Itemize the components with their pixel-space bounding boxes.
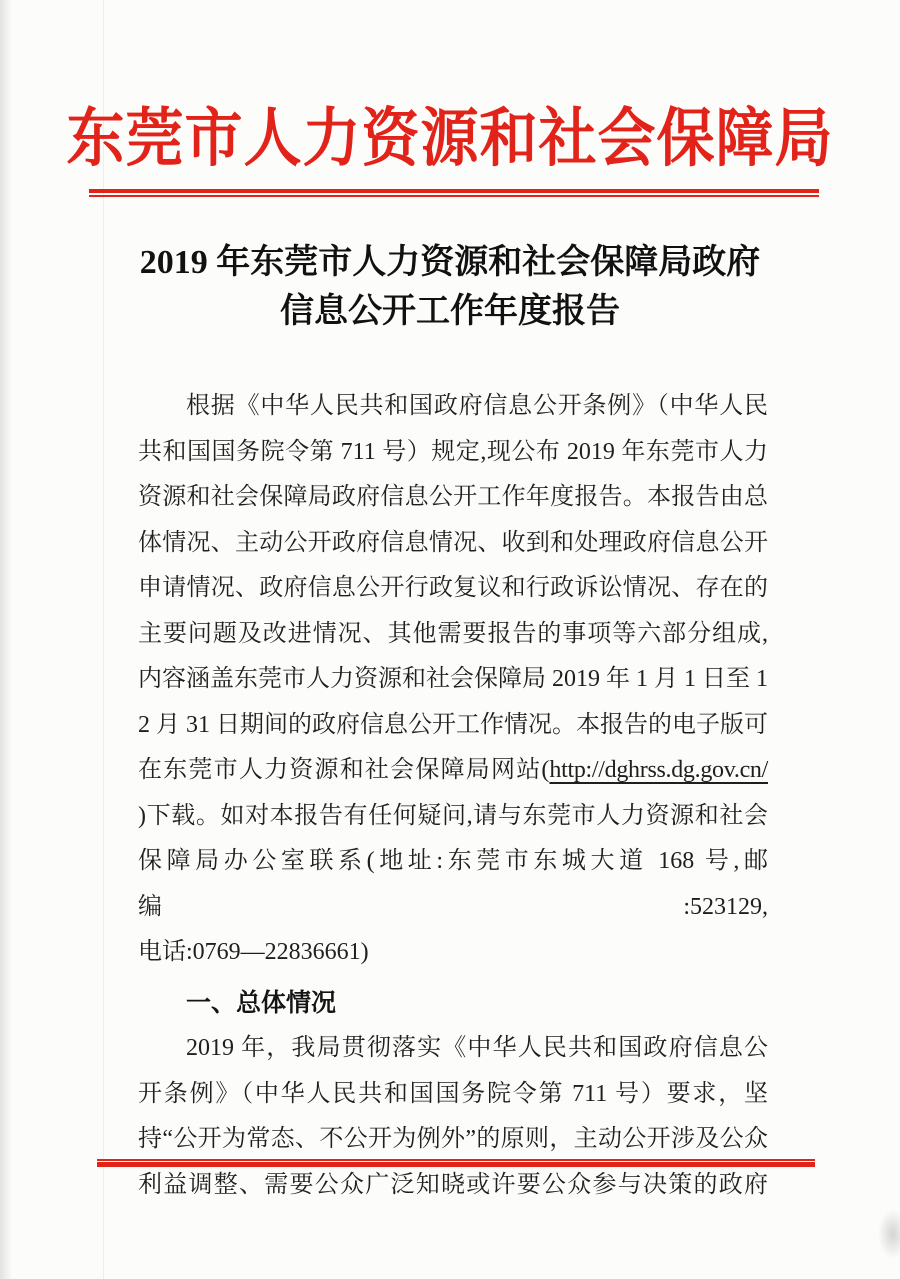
text-line: 内容涵盖东莞市人力资源和社会保障局 2019 年 1 月 1 日至 1 bbox=[138, 666, 768, 692]
text-line: 资源和社会保障局政府信息公开工作年度报告。本报告由总 bbox=[138, 484, 768, 510]
scan-smudge-artifact bbox=[878, 1209, 900, 1259]
text-line: 开条例》（中华人民共和国国务院令第 711 号）要求，坚 bbox=[138, 1080, 768, 1107]
document-title bbox=[0, 238, 900, 336]
text-line: 保障局办公室联系(地址:东莞市东城大道 168 号,邮编:523129, bbox=[138, 848, 768, 920]
text-line: 体情况、主动公开政府信息情况、收到和处理政府信息公开 bbox=[138, 529, 768, 556]
footer-rule bbox=[97, 1159, 815, 1167]
url-link: http://dghrss.dg.gov.cn/ bbox=[549, 757, 768, 783]
text-segment: 在东莞市人力资源和社会保障局网站( bbox=[138, 757, 550, 783]
text-line: 共和国国务院令第 711 号）规定,现公布 2019 年东莞市人力 bbox=[138, 438, 768, 465]
section-heading: 一、总体情况 bbox=[186, 988, 337, 1017]
document-body bbox=[138, 384, 768, 1208]
scan-edge-artifact bbox=[0, 0, 12, 1279]
letterhead-rule-thin-bar bbox=[89, 195, 819, 197]
text-line: )下载。如对本报告有任何疑问,请与东莞市人力资源和社会 bbox=[138, 802, 768, 829]
text-line: 2 月 31 日期间的政府信息公开工作情况。本报告的电子版可 bbox=[138, 711, 768, 738]
letterhead-rule bbox=[89, 189, 819, 197]
text-line: 电话:0769—22836661) bbox=[138, 939, 369, 965]
text-line: 根据《中华人民共和国政府信息公开条例》（中华人民 bbox=[186, 393, 768, 419]
document-title-line2: 信息公开工作年度报告 bbox=[280, 293, 620, 330]
text-line: 2019 年，我局贯彻落实《中华人民共和国政府信息公 bbox=[186, 1035, 768, 1061]
text-line: 持“公开为常态、不公开为例外”的原则，主动公开涉及公众 bbox=[138, 1126, 768, 1152]
text-line: 利益调整、需要公众广泛知晓或许要公众参与决策的政府 bbox=[138, 1171, 768, 1198]
document-title-line1: 2019 年东莞市人力资源和社会保障局政府 bbox=[139, 244, 761, 281]
footer-rule-thick-bar bbox=[97, 1162, 815, 1167]
letterhead-agency-name: 东莞市人力资源和社会保障局 bbox=[66, 102, 834, 175]
text-line: 主要问题及改进情况、其他需要报告的事项等六部分组成, bbox=[138, 620, 768, 647]
text-line: 申请情况、政府信息公开行政复议和行政诉讼情况、存在的 bbox=[138, 575, 768, 601]
text-line bbox=[138, 748, 768, 794]
